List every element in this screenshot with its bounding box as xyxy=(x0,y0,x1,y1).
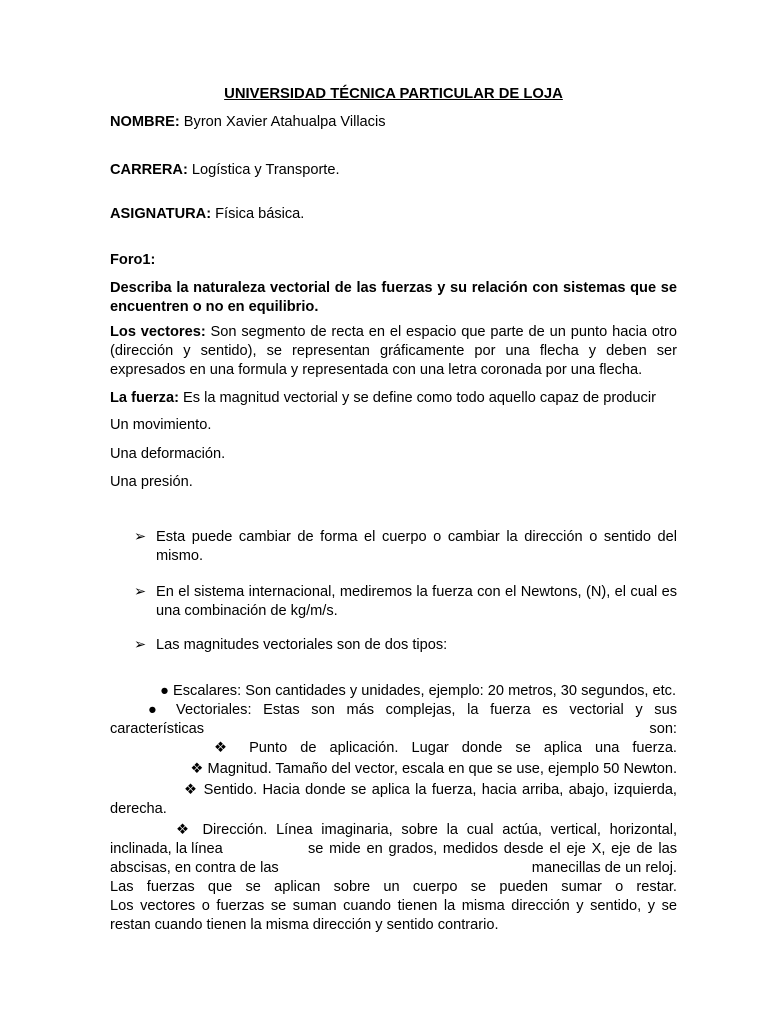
nombre-field xyxy=(110,113,677,132)
punto-aplicacion-item: ❖ Punto de aplicación. Lugar donde se aplica una fuerza. xyxy=(214,740,677,756)
bullet-item: ➢ Las magnitudes vectoriales son de dos tipos: xyxy=(134,637,448,653)
sentido-item: ❖ Sentido. Hacia donde se aplica la fuerza, hacia arriba, abajo, izquierda, xyxy=(184,782,677,798)
magnitud-item: ❖ Magnitud. Tamaño del vector, escala en que se use, ejemplo 50 Newton. xyxy=(190,761,677,777)
asignatura-value: Física básica. xyxy=(211,206,305,222)
escalares-item: ● Escalares: Son cantidades y unidades, ejemplo: 20 metros, 30 segundos, etc. xyxy=(160,683,676,699)
foro-heading: Foro1: xyxy=(110,252,156,268)
document-title: UNIVERSIDAD TÉCNICA PARTICULAR DE LOJA xyxy=(224,86,563,102)
bullet-item: ➢ Esta puede cambiar de forma el cuerpo o cambiar la dirección o sentido del mismo. xyxy=(134,529,677,564)
closing-line: Las fuerzas que se aplican sobre un cuerpo se pueden sumar o restar. xyxy=(110,879,677,895)
arrow-bullet-icon: ➢ xyxy=(134,584,147,600)
vectores-paragraph xyxy=(110,323,677,380)
fuerza-text: Es la magnitud vectorial y se define como todo aquello capaz de producir xyxy=(178,390,656,406)
asignatura-field xyxy=(110,205,677,224)
effect-item: Un movimiento. xyxy=(110,417,212,433)
carrera-value: Logística y Transporte. xyxy=(187,162,340,178)
question-text: Describa la naturaleza vectorial de las fuerzas y su relación con sistemas que se encuentren o no en equilibrio. xyxy=(110,280,677,315)
vectoriales-item: ● Vectoriales: Estas son más complejas, la fuerza es vectorial y sus xyxy=(148,702,677,718)
arrow-bullet-icon: ➢ xyxy=(134,637,147,653)
effect-item: Una deformación. xyxy=(110,446,226,462)
fuerza-label: La fuerza: xyxy=(110,390,179,406)
nombre-label: NOMBRE: xyxy=(110,114,180,130)
vectores-text: Son segmento de recta en el espacio que parte de un punto hacia otro (dirección y sentido), se representan gráficamente por una flecha y deben ser expresados en una formula y representada con una letra coronada por una flecha. xyxy=(110,324,677,378)
carrera-field xyxy=(110,161,677,180)
effect-item: Una presión. xyxy=(110,474,193,490)
direccion-line-3: abscisas, en contra de las manecillas de un reloj. xyxy=(110,860,677,876)
fuerza-paragraph xyxy=(110,389,677,408)
vectores-label: Los vectores: xyxy=(110,324,206,340)
arrow-bullet-icon: ➢ xyxy=(134,529,147,545)
carrera-label: CARRERA: xyxy=(110,162,188,178)
asignatura-label: ASIGNATURA: xyxy=(110,206,212,222)
sentido-continuation: derecha. xyxy=(110,801,167,817)
nombre-value: Byron Xavier Atahualpa Villacis xyxy=(179,114,386,130)
direccion-line-2: inclinada, la línea se mide en grados, medidos desde el eje X, eje de las xyxy=(110,841,677,857)
bullet-item: ➢ En el sistema internacional, mediremos la fuerza con el Newtons, (N), el cual es una combinación de kg/m/s. xyxy=(134,584,677,619)
direccion-item: ❖ Dirección. Línea imaginaria, sobre la cual actúa, vertical, horizontal, xyxy=(176,822,677,838)
closing-paragraph: Los vectores o fuerzas se suman cuando tienen la misma dirección y sentido, y se restan cuando tienen la misma dirección y sentido contrario. xyxy=(110,898,677,933)
vectoriales-continuation: características son: xyxy=(110,721,677,737)
